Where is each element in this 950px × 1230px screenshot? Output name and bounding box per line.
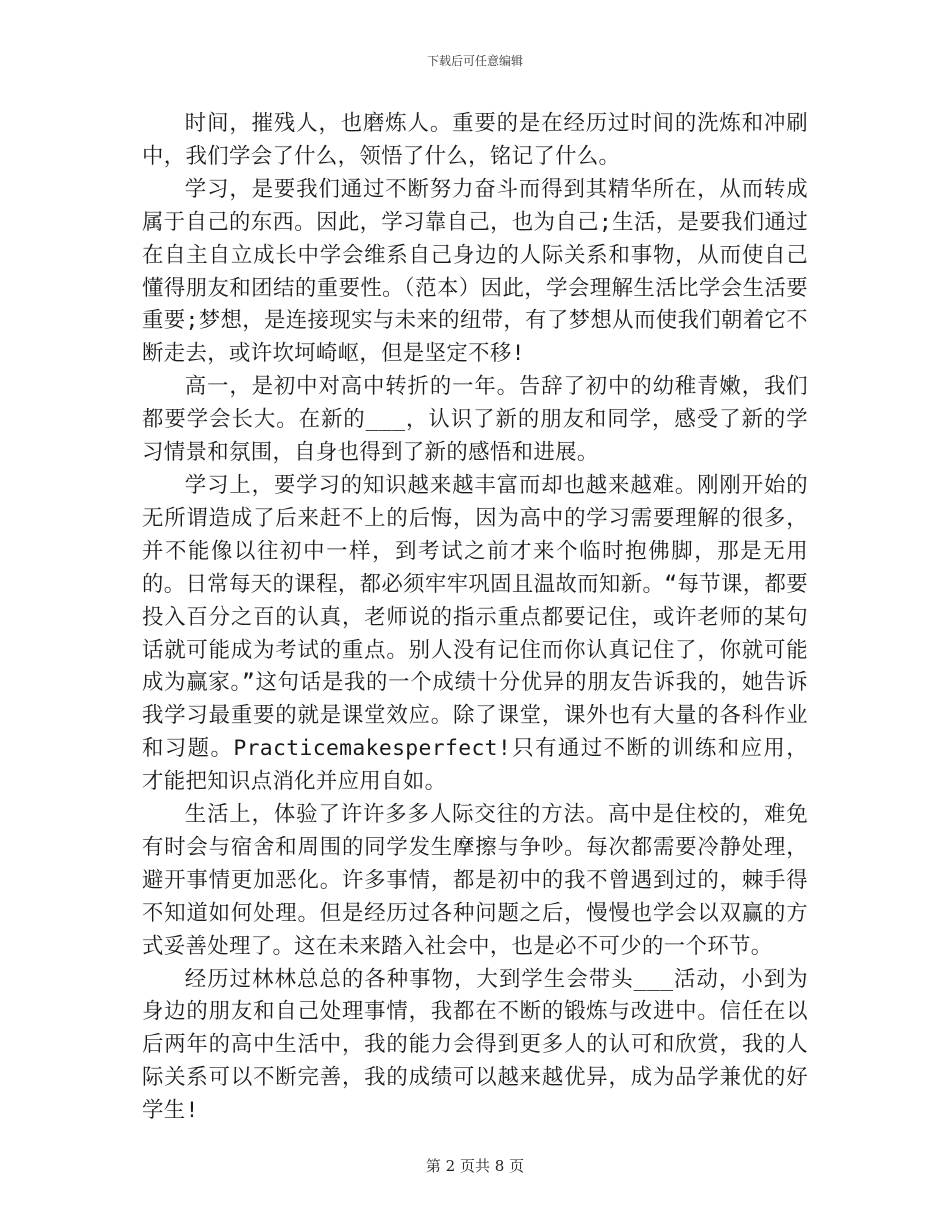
- document-body: [142, 108, 808, 1128]
- page-header: 下载后可任意编辑: [426, 54, 523, 68]
- paragraph-6: 经历过林林总总的各种事物，大到学生会带头___活动，小到为身边的朋友和自己处理事情，我都在不断的锻炼与改进中。信任在以后两年的高中生活中，我的能力会得到更多人的认可和欣赏，我的人际关系可以不断完善，我的成绩可以越来越优异，成为品学兼优的好学生!: [142, 966, 808, 1124]
- page-footer: 第 2 页共 8 页: [425, 1157, 525, 1175]
- paragraph-4: 学习上，要学习的知识越来越丰富而却也越来越难。刚刚开始的无所谓造成了后来赶不上的后悔，因为高中的学习需要理解的很多，并不能像以往初中一样，到考试之前才来个临时抱佛脚，那是无用的。日常每天的课程，都必须牢牢巩固且温故而知新。“每节课，都要投入百分之百的认真，老师说的指示重点都要记住，或许老师的某句话就可能成为考试的重点。别人没有记住而你认真记住了，你就可能成为赢家。”这句话是我的一个成绩十分优异的朋友告诉我的，她告诉我学习最重要的就是课堂效应。除了课堂，课外也有大量的各科作业和习题。Practicemakesperfect!只有通过不断的训练和应用，才能把知识点消化并应用自如。: [142, 472, 808, 795]
- paragraph-1: 时间，摧残人，也磨炼人。重要的是在经历过时间的洗炼和冲刷中，我们学会了什么，领悟了什么，铭记了什么。: [142, 111, 808, 169]
- paragraph-2: 学习，是要我们通过不断努力奋斗而得到其精华所在，从而转成属于自己的东西。因此，学习靠自己，也为自己;生活，是要我们通过在自主自立成长中学会维系自己身边的人际关系和事物，从而使自己懂得朋友和团结的重要性。（范本）因此，学会理解生活比学会生活要重要;梦想，是连接现实与未来的纽带，有了梦想从而使我们朝着它不断走去，或许坎坷崎岖，但是坚定不移!: [142, 176, 808, 367]
- paragraph-3: 高一，是初中对高中转折的一年。告辞了初中的幼稚青嫩，我们都要学会长大。在新的___，认识了新的朋友和同学，感受了新的学习情景和氛围，自身也得到了新的感悟和进展。: [142, 374, 808, 466]
- paragraph-5: 生活上，体验了许许多多人际交往的方法。高中是住校的，难免有时会与宿舍和周围的同学发生摩擦与争吵。每次都需要冷静处理，避开事情更加恶化。许多事情，都是初中的我不曾遇到过的，棘手得不知道如何处理。但是经历过各种问题之后，慢慢也学会以双赢的方式妥善处理了。这在未来踏入社会中，也是必不可少的一个环节。: [142, 802, 808, 959]
